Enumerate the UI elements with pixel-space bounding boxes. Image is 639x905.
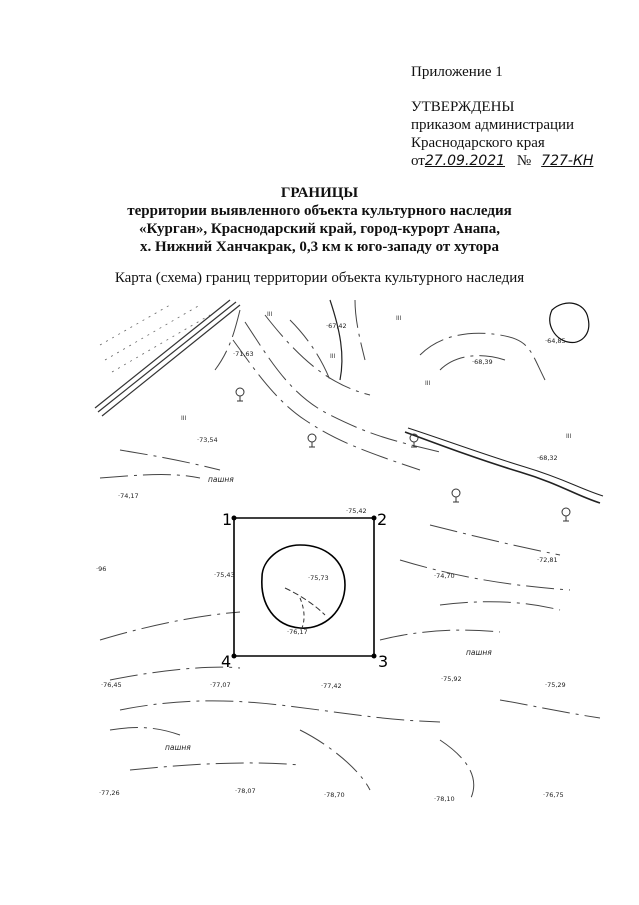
elevation-label: ·77,26 — [99, 789, 120, 797]
date-prefix: от — [411, 153, 425, 169]
region-label: Краснодарского края — [411, 135, 545, 151]
title-line-3: «Курган», Краснодарский край, город-курорт Анапа, — [139, 221, 500, 237]
grass-marker: III — [425, 380, 431, 387]
document-title: ГРАНИЦЫ — [280, 185, 359, 201]
grass-marker: III — [267, 311, 273, 318]
elevation-label: ·78,10 — [434, 795, 455, 803]
grass-marker: III — [396, 315, 402, 322]
corner-label-1: 1 — [222, 510, 233, 529]
elevation-label: ·74,70 — [434, 572, 455, 580]
elevation-label: ·76,75 — [543, 791, 564, 799]
elevation-label: ·78,70 — [324, 791, 345, 799]
elevation-label: ·76,45 — [101, 681, 122, 689]
field-label: пашня — [208, 475, 234, 484]
elevation-label: ·64,85 — [545, 337, 566, 345]
elevation-label: ·75,42 — [346, 507, 367, 515]
field-label: пашня — [165, 743, 191, 752]
corner-label-4: 4 — [221, 652, 232, 671]
corner-point-3 — [372, 654, 377, 659]
elevation-label: ·76,17 — [287, 628, 308, 636]
tree-icon — [236, 388, 570, 521]
order-label: приказом администрации — [411, 117, 575, 133]
elevation-label: ·68,32 — [537, 454, 558, 462]
corner-point-2 — [372, 516, 377, 521]
corner-label-3: 3 — [378, 652, 389, 671]
grass-marker: III — [181, 415, 187, 422]
title-line-4: х. Нижний Ханчакрак, 0,3 км к юго-западу от хутора — [140, 239, 499, 255]
elevation-label: ·75,73 — [308, 574, 329, 582]
corner-label-2: 2 — [377, 510, 388, 529]
number-value: 727-КН — [541, 153, 594, 169]
road-hatching — [95, 300, 240, 416]
elevation-label: ·96 — [96, 565, 107, 573]
elevation-label: ·68,39 — [472, 358, 493, 366]
date-value: 27.09.2021 — [424, 153, 506, 169]
elevation-label: ·75,29 — [545, 681, 566, 689]
elevation-label: ·71,63 — [233, 350, 254, 358]
elevation-label: ·73,54 — [197, 436, 218, 444]
corner-point-1 — [232, 516, 237, 521]
map-caption: Карта (схема) границ территории объекта культурного наследия — [114, 270, 525, 286]
contour-lines — [100, 300, 600, 800]
elevation-label: ·75,92 — [441, 675, 462, 683]
kurgan-outline — [262, 545, 345, 628]
grass-marker: III — [566, 433, 572, 440]
title-line-2: территории выявленного объекта культурного наследия — [127, 203, 512, 219]
elevation-label: ·77,42 — [321, 682, 342, 690]
approved-label: УТВЕРЖДЕНЫ — [411, 99, 515, 115]
grass-marker: III — [330, 353, 336, 360]
elevation-label: ·74,17 — [118, 492, 139, 500]
corner-point-4 — [232, 654, 237, 659]
elevation-label: ·72,81 — [537, 556, 558, 564]
elevation-label: ·67,42 — [326, 322, 347, 330]
elevation-label: ·77,07 — [210, 681, 231, 689]
elevation-label: ·78,07 — [235, 787, 256, 795]
number-label: № — [516, 153, 532, 169]
elevation-label: ·75,43 — [214, 571, 235, 579]
appendix-label: Приложение 1 — [411, 64, 503, 80]
field-label: пашня — [466, 648, 492, 657]
